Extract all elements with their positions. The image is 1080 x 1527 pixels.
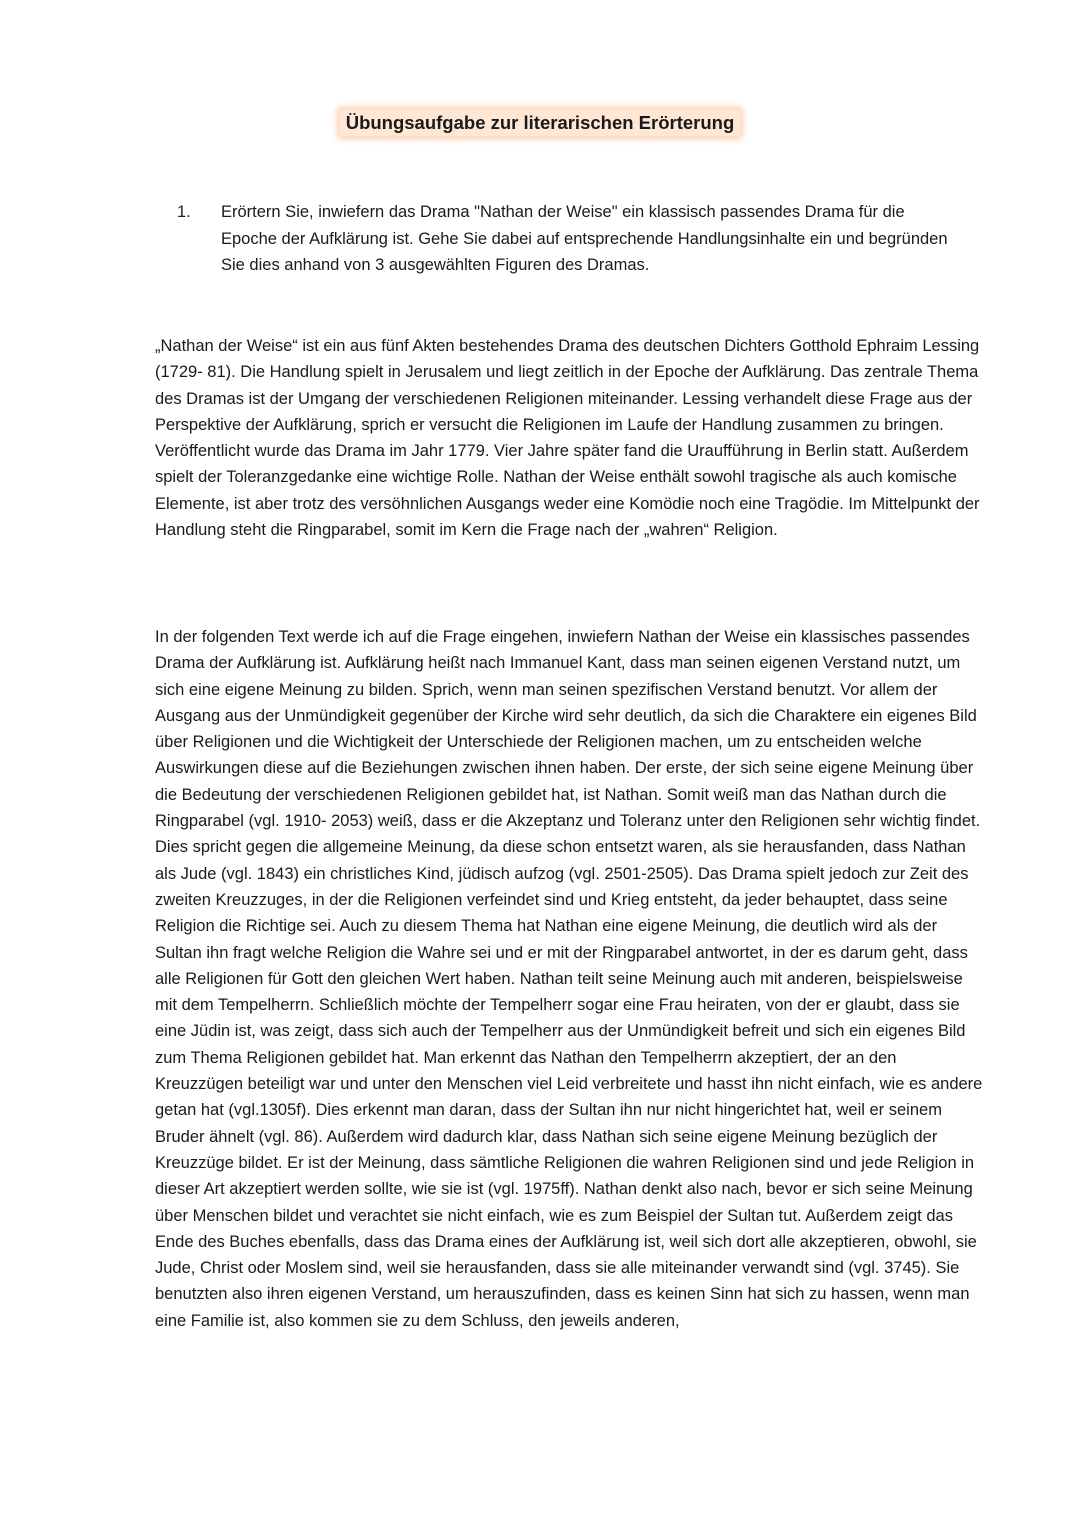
document-title: Übungsaufgabe zur literarischen Erörterung (340, 110, 741, 136)
paragraph-introduction: „Nathan der Weise“ ist ein aus fünf Akten bestehendes Drama des deutschen Dichters Gotthold Ephraim Lessing (1729- 81). Die Handlung spielt in Jerusalem und liegt zeitlich in der Epoche der Aufklärung. Das zentrale Thema des Dramas ist der Umgang der verschiedenen Religionen miteinander. Lessing verhandelt diese Frage aus der Perspektive der Aufklärung, sprich er versucht die Religionen im Laufe der Handlung zusammen zu bringen. Veröffentlicht wurde das Drama im Jahr 1779. Vier Jahre später fand die Uraufführung in Berlin statt. Außerdem spielt der Toleranzgedanke eine wichtige Rolle. Nathan der Weise enthält sowohl tragische als auch komische Elemente, ist aber trotz des versöhnlichen Ausgangs weder eine Komödie noch eine Tragödie. Im Mittelpunkt der Handlung steht die Ringparabel, somit im Kern die Frage nach der „wahren“ Religion. (155, 337, 980, 540)
paragraph-main: In der folgenden Text werde ich auf die Frage eingehen, inwiefern Nathan der Weise ein klassisches passendes Drama der Aufklärung ist. Aufklärung heißt nach Immanuel Kant, dass man seinen eigenen Verstand nutzt, um sich eine eigene Meinung zu bilden. Sprich, wenn man seinen spezifischen Verstand benutzt. Vor allem der Ausgang aus der Unmündigkeit gegenüber der Kirche wird sehr deutlich, da sich die Charaktere ein eigenes Bild über Religionen und die Wichtigkeit der Unterschiede der Religionen machen, um zu entscheiden welche Auswirkungen diese auf die Beziehungen zwischen ihnen haben. Der erste, der sich seine eigene Meinung über die Bedeutung der verschiedenen Religionen gebildet hat, ist Nathan. Somit weiß man das Nathan durch die Ringparabel (vgl. 1910- 2053) weiß, dass er die Akzeptanz und Toleranz unter den Religionen sehr wichtig findet. Dies spricht gegen die allgemeine Meinung, da diese schon entsetzt waren, als sie herausfanden, dass Nathan als Jude (vgl. 1843) ein christliches Kind, jüdisch aufzog (vgl. 2501-2505). Das Drama spielt jedoch zur Zeit des zweiten Kreuzzuges, in der die Religionen verfeindet sind und Krieg entsteht, da jeder behauptet, dass seine Religion die Richtige sei. Auch zu diesem Thema hat Nathan eine eigene Meinung, die deutlich wird als der Sultan ihn fragt welche Religion die Wahre sei und er mit der Ringparabel antwortet, in der es darum geht, dass alle Religionen für Gott den gleichen Wert haben. Nathan teilt seine Meinung auch mit anderen, beispielsweise mit dem Tempelherrn. Schließlich möchte der Tempelherr sogar eine Frau heiraten, von der er glaubt, dass sie eine Jüdin ist, was zeigt, dass sich auch der Tempelherr aus der Unmündigkeit befreit und sich ein eigenes Bild zum Thema Religionen gebildet hat. Man erkennt das Nathan den Tempelherrn akzeptiert, der an den Kreuzzügen beteiligt war und unter den Menschen viel Leid verbreitete und hasst ihn nicht einfach, wie es andere getan hat (vgl.1305f). Dies erkennt man daran, dass der Sultan ihn nur nicht hingerichtet hat, weil er seinem Bruder ähnelt (vgl. 86). Außerdem wird dadurch klar, dass Nathan sich seine eigene Meinung bezüglich der Kreuzzüge bildet. Er ist der Meinung, dass sämtliche Religionen die wahren Religionen sind und jede Religion in dieser Art akzeptiert werden sollte, wie sie ist (vgl. 1975ff). Nathan denkt also nach, bevor er sich seine Meinung über Menschen bildet und verachtet sie nicht einfach, wie es zum Beispiel der Sultan tut. Außerdem zeigt das Ende des Buches ebenfalls, dass das Drama eines der Aufklärung ist, weil sich dort alle akzeptieren, obwohl, sie Jude, Christ oder Moslem sind, weil sie herausfanden, dass sie alle miteinander verwandt sind (vgl. 3745). Sie benutzten also ihren eigenen Verstand, um herauszufinden, dass es keinen Sinn hat sich zu hassen, wenn man eine Familie ist, also kommen sie zu dem Schluss, den jeweils anderen, (155, 628, 983, 1330)
task-number: 1. (177, 203, 191, 221)
task-text: Erörtern Sie, inwiefern das Drama "Nathan der Weise" ein klassisch passendes Drama für die Epoche der Aufklärung ist. Gehe Sie dabei auf entsprechende Handlungsinhalte ein und begründen Sie dies anhand von 3 ausgewählten Figuren des Dramas. (221, 203, 948, 274)
task-item (177, 199, 977, 279)
document-title-wrapper (0, 110, 1080, 136)
